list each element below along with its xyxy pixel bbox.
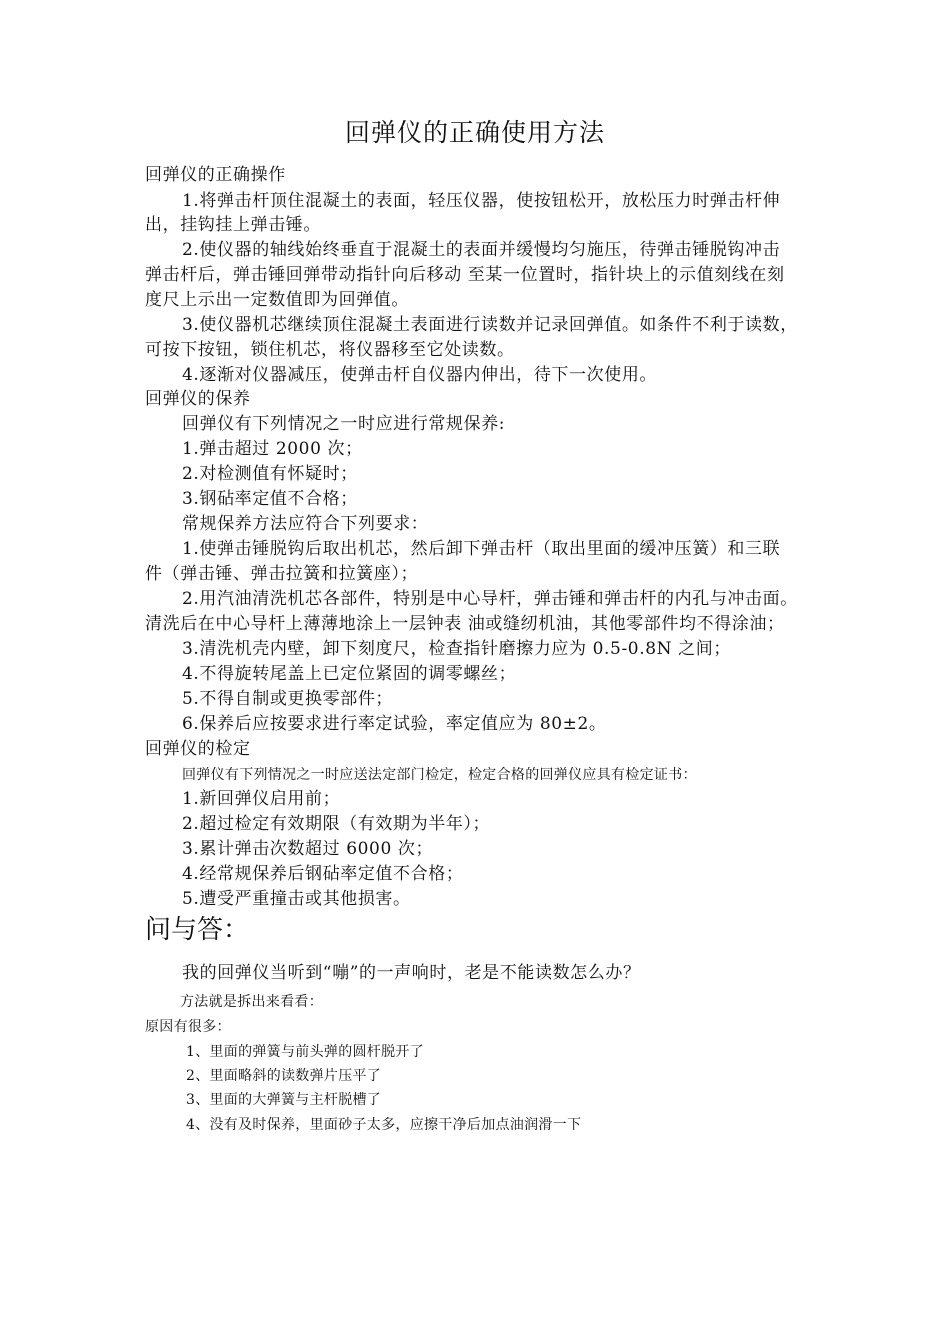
section-heading-operation: 回弹仪的正确操作	[145, 165, 286, 185]
section-heading-maintenance: 回弹仪的保养	[145, 389, 251, 409]
list-item: 1.新回弹仪启用前；	[182, 789, 341, 809]
list-item: 2.超过检定有效期限（有效期为半年）；	[182, 814, 491, 834]
paragraph-line: 件（弹击锤、弹击拉簧和拉簧座）；	[145, 564, 419, 584]
reason-item: 1、里面的弹簧与前头弹的圆杆脱开了	[186, 1044, 425, 1060]
list-item: 4.经常规保养后钢砧率定值不合格；	[182, 864, 464, 884]
paragraph-line: 4.逐渐对仪器减压，使弹击杆自仪器内伸出，待下一次使用。	[182, 365, 658, 385]
list-item: 1.弹击超过 2000 次；	[182, 439, 363, 459]
paragraph-line: 3.使仪器机芯继续顶住混凝土表面进行读数并记录回弹值。如条件不利于读数，	[182, 315, 798, 335]
list-item: 1.使弹击锤脱钩后取出机芯，然后卸下弹击杆（取出里面的缓冲压簧）和三联	[182, 539, 781, 559]
page-title: 回弹仪的正确使用方法	[344, 118, 605, 147]
paragraph-line: 2.使仪器的轴线始终垂直于混凝土的表面并缓慢均匀施压，待弹击锤脱钩冲击	[182, 240, 781, 260]
reason-item: 3、里面的大弹簧与主杆脱槽了	[186, 1092, 382, 1108]
list-item: 5.遭受严重撞击或其他损害。	[182, 889, 411, 909]
section-heading-verification: 回弹仪的检定	[145, 739, 251, 759]
qa-method: 方法就是拆出来看看：	[180, 994, 323, 1010]
paragraph-line: 弹击杆后，弹击锤回弹带动指针向后移动 至某一位置时，指针块上的示值刻线在刻	[145, 265, 785, 285]
paragraph-line: 常规保养方法应符合下列要求：	[182, 514, 429, 534]
paragraph-line: 回弹仪有下列情况之一时应进行常规保养:	[182, 414, 506, 434]
reason-item: 2、里面略斜的读数弹片压平了	[186, 1068, 382, 1084]
list-item: 2.用汽油清洗机芯各部件，特别是中心导杆，弹击锤和弹击杆的内孔与冲击面。	[182, 589, 798, 609]
qa-reasons-intro: 原因有很多：	[145, 1019, 231, 1035]
qa-heading: 问与答：	[145, 915, 250, 945]
list-item: 3.钢砧率定值不合格；	[182, 489, 358, 509]
list-item: 4.不得旋转尾盖上已定位紧固的调零螺丝；	[182, 664, 517, 684]
qa-question: 我的回弹仪当听到“嘣”的一声响时，老是不能读数怎么办？	[182, 963, 641, 983]
paragraph-line: 出，挂钩挂上弹击锤。	[145, 215, 321, 235]
reason-item: 4、没有及时保养，里面砂子太多，应擦干净后加点油润滑一下	[186, 1117, 582, 1133]
list-item: 5.不得自制或更换零部件；	[182, 689, 394, 709]
list-item: 6.保养后应按要求进行率定试验，率定值应为 80±2。	[182, 714, 607, 734]
paragraph-line: 清洗后在中心导杆上薄薄地涂上一层钟表 油或缝纫机油，其他零部件均不得涂油；	[145, 614, 785, 634]
list-item: 3.清洗机壳内壁，卸下刻度尺，检查指针磨擦力应为 0.5-0.8N 之间；	[182, 639, 731, 659]
paragraph-line: 1.将弹击杆顶住混凝土的表面，轻压仪器，使按钮松开，放松压力时弹击杆伸	[182, 191, 781, 211]
paragraph-line: 回弹仪有下列情况之一时应送法定部门检定，检定合格的回弹仪应具有检定证书：	[182, 767, 697, 783]
list-item: 2.对检测值有怀疑时；	[182, 464, 358, 484]
list-item: 3.累计弹击次数超过 6000 次；	[182, 839, 434, 859]
paragraph-line: 度尺上示出一定数值即为回弹值。	[145, 290, 409, 310]
paragraph-line: 可按下按钮，锁住机芯，将仪器移至它处读数。	[145, 340, 515, 360]
